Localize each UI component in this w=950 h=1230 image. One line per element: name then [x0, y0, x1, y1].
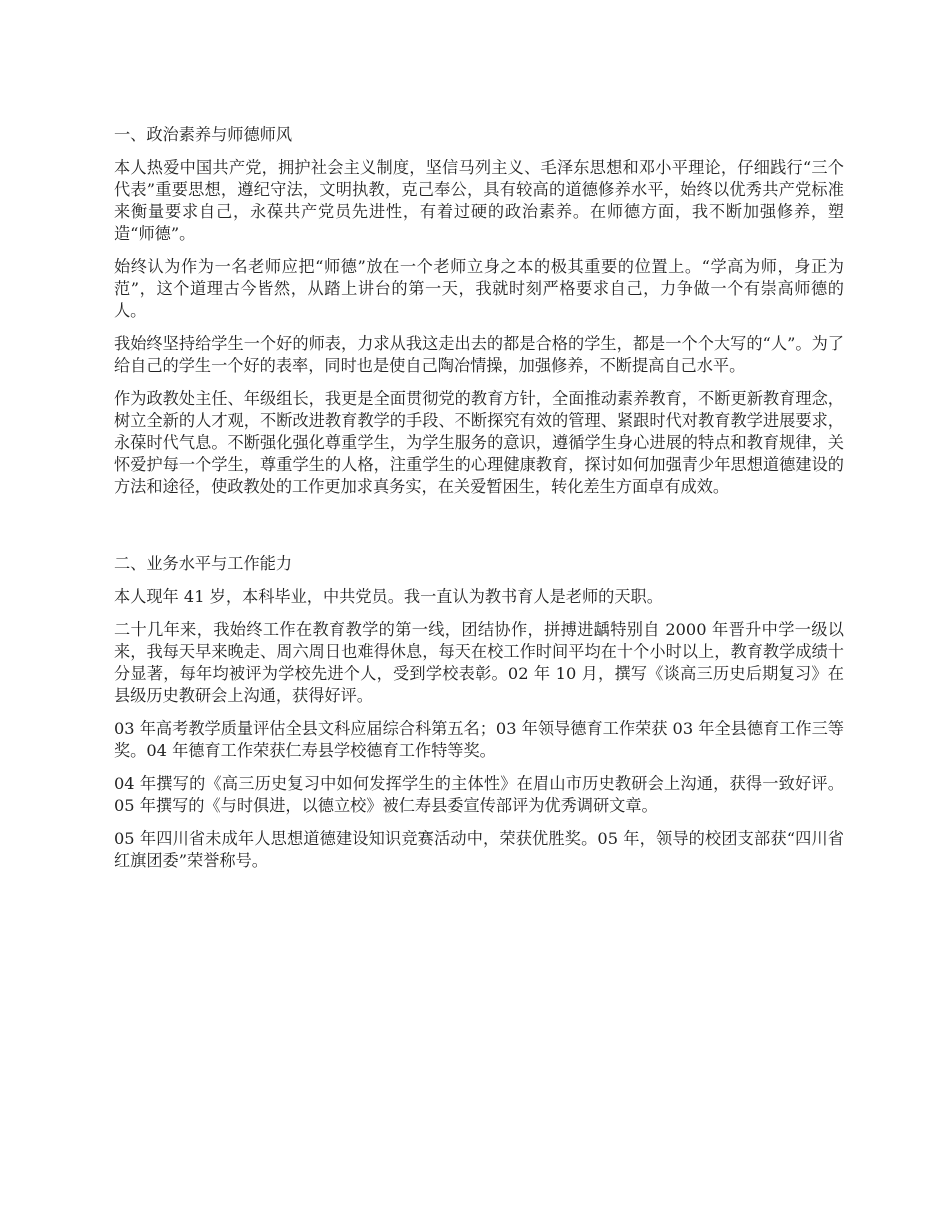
paragraph: 本人现年 41 岁，本科毕业，中共党员。我一直认为教书育人是老师的天职。: [114, 587, 663, 606]
section-professional-ability: [114, 553, 844, 872]
paragraph: 始终认为作为一名老师应把“师德”放在一个老师立身之本的极其重要的位置上。“学高为师，身正为范”，这个道理古今皆然，从踏上讲台的第一天，我就时刻严格要求自己，力争做一个有崇高师德的人。: [114, 257, 844, 320]
section-heading: 二、业务水平与工作能力: [114, 554, 293, 573]
section-political-quality: [114, 124, 844, 498]
section-spacer: [114, 509, 844, 553]
paragraph: 05 年四川省未成年人思想道德建设知识竞赛活动中，荣获优胜奖。05 年，领导的校团支部获“四川省红旗团委”荣誉称号。: [114, 829, 844, 870]
paragraph: 我始终坚持给学生一个好的师表，力求从我这走出去的都是合格的学生，都是一个个大写的“人”。为了给自己的学生一个好的表率，同时也是使自己陶冶情操，加强修养，不断提高自己水平。: [114, 334, 844, 375]
paragraph: 本人热爱中国共产党，拥护社会主义制度，坚信马列主义、毛泽东思想和邓小平理论，仔细践行“三个代表”重要思想，遵纪守法，文明执教，克己奉公，具有较高的道德修养水平，始终以优秀共产党标准来衡量要求自己，永葆共产党员先进性，有着过硬的政治素养。在师德方面，我不断加强修养，塑造“师德”。: [114, 158, 844, 243]
document-page: [114, 124, 844, 883]
paragraph: 03 年高考教学质量评估全县文科应届综合科第五名；03 年领导德育工作荣获 03 年全县德育工作三等奖。04 年德育工作荣获仁寿县学校德育工作特等奖。: [114, 719, 844, 760]
paragraph: 作为政教处主任、年级组长，我更是全面贯彻党的教育方针，全面推动素养教育，不断更新教育理念，树立全新的人才观，不断改进教育教学的手段、不断探究有效的管理、紧跟时代对教育教学进展要求，永葆时代气息。不断强化强化尊重学生，为学生服务的意识，遵循学生身心进展的特点和教育规律，关怀爱护每一个学生，尊重学生的人格，注重学生的心理健康教育，探讨如何加强青少年思想道德建设的方法和途径，使政教处的工作更加求真务实，在关爱暂困生，转化差生方面卓有成效。: [114, 389, 844, 496]
paragraph: 二十几年来，我始终工作在教育教学的第一线，团结协作，拼搏进龋特别自 2000 年晋升中学一级以来，我每天早来晚走、周六周日也难得休息，每天在校工作时间平均在十个小时以上，教育教学成绩十分显著，每年均被评为学校先进个人，受到学校表彰。02 年 10 月，撰写《谈高三历史后期复习》在县级历史教研会上沟通，获得好评。: [114, 620, 844, 705]
section-heading: 一、政治素养与师德师风: [114, 125, 293, 144]
paragraph: 04 年撰写的《高三历史复习中如何发挥学生的主体性》在眉山市历史教研会上沟通，获得一致好评。05 年撰写的《与时俱进，以德立校》被仁寿县委宣传部评为优秀调研文章。: [114, 774, 844, 815]
